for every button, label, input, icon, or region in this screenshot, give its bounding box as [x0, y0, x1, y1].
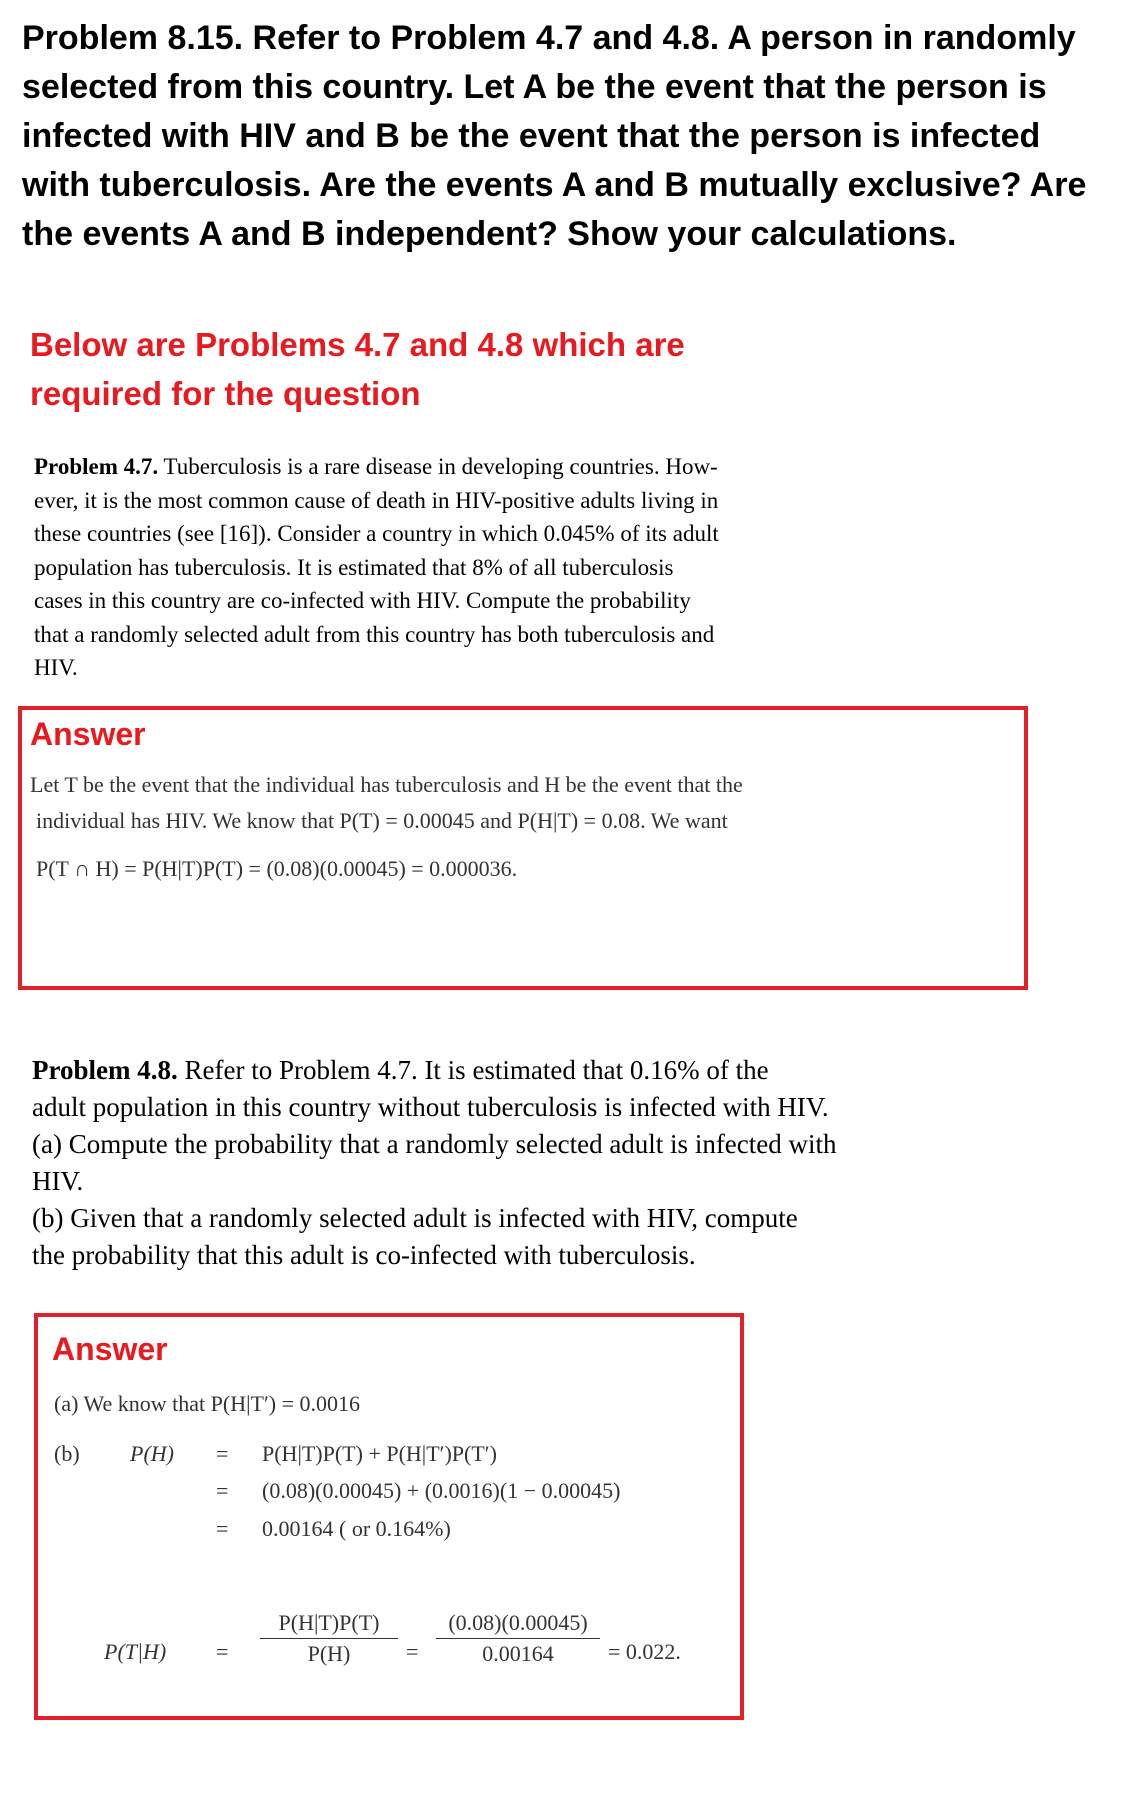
answer-title: Answer	[30, 716, 146, 752]
intro-line: required for the question	[30, 375, 421, 412]
equation-line: (0.08)(0.00045) + (0.0016)(1 − 0.00045)	[262, 1478, 621, 1503]
answer-line: Let T be the event that the individual has tuberculosis and H be the event that the	[30, 772, 743, 797]
equals-sign: =	[216, 1516, 229, 1541]
answer-box-4-7	[18, 706, 1028, 990]
question-line: with tuberculosis. Are the events A and B mutually exclusive? Are	[22, 166, 1087, 204]
answer-line: individual has HIV. We know that P(T) = 0.00045 and P(H|T) = 0.08. We want	[36, 808, 728, 833]
problem-text: ever, it is the most common cause of death in HIV-positive adults living in	[34, 487, 719, 513]
problem-4-8	[32, 1052, 1022, 1274]
problem-text: (b) Given that a randomly selected adult is infected with HIV, compute	[32, 1203, 798, 1233]
problem-text: the probability that this adult is co-infected with tuberculosis.	[32, 1240, 696, 1270]
fraction-numerator: P(H|T)P(T)	[278, 1610, 380, 1635]
problem-4-7	[34, 450, 874, 685]
equals-sign: =	[216, 1639, 229, 1664]
answer-title: Answer	[52, 1331, 168, 1367]
intro-line: Below are Problems 4.7 and 4.8 which are	[30, 326, 685, 363]
fraction-bar	[436, 1638, 600, 1639]
intro-note	[30, 320, 790, 418]
equation-line: 0.00164 ( or 0.164%)	[262, 1516, 451, 1541]
equals-sign: =	[216, 1478, 229, 1503]
main-question	[22, 14, 1132, 259]
fraction-bar	[260, 1638, 398, 1639]
fraction-bayes	[260, 1610, 398, 1667]
ph-lhs: P(H)	[130, 1441, 174, 1466]
equals-sign: =	[406, 1639, 419, 1664]
problem-text: adult population in this country without tuberculosis is infected with HIV.	[32, 1092, 829, 1122]
question-line: the events A and B independent? Show your calculations.	[22, 215, 957, 253]
equation-line: P(H|T)P(T) + P(H|T′)P(T′)	[262, 1441, 497, 1466]
fraction-denominator: P(H)	[307, 1641, 351, 1666]
question-line: infected with HIV and B be the event that the person is infected	[22, 117, 1041, 155]
fraction-numerator: (0.08)(0.00045)	[448, 1610, 588, 1635]
fraction-values	[436, 1610, 600, 1667]
problem-text: HIV.	[32, 1166, 84, 1196]
fraction-denominator: 0.00164	[482, 1641, 554, 1666]
answer-equation: P(T ∩ H) = P(H|T)P(T) = (0.08)(0.00045) = 0.000036.	[36, 856, 518, 881]
problem-text: population has tuberculosis. It is estimated that 8% of all tuberculosis	[34, 554, 674, 580]
problem-label: Problem 4.8.	[32, 1055, 178, 1085]
result: = 0.022.	[608, 1639, 681, 1664]
answer-box-4-8	[34, 1313, 744, 1720]
answer-part-b-label: (b)	[54, 1441, 80, 1466]
problem-text: HIV.	[34, 655, 78, 680]
problem-text: that a randomly selected adult from this country has both tuberculosis and	[34, 621, 715, 647]
equals-sign: =	[216, 1441, 229, 1466]
question-line: selected from this country. Let A be the event that the person is	[22, 68, 1047, 106]
problem-text: these countries (see [16]). Consider a country in which 0.045% of its adult	[34, 521, 719, 546]
problem-label: Problem 4.7.	[34, 454, 159, 479]
problem-text: cases in this country are co-infected with HIV. Compute the probability	[34, 588, 691, 613]
pth-lhs: P(T|H)	[104, 1639, 167, 1664]
question-line: Problem 8.15. Refer to Problem 4.7 and 4.8. A person in randomly	[22, 19, 1076, 57]
problem-text: Refer to Problem 4.7. It is estimated that 0.16% of the	[177, 1055, 769, 1085]
problem-text: (a) Compute the probability that a randomly selected adult is infected with	[32, 1129, 837, 1159]
problem-text: Tuberculosis is a rare disease in developing countries. How-	[158, 454, 718, 479]
answer-part-a: (a) We know that P(H|T′) = 0.0016	[54, 1391, 361, 1416]
